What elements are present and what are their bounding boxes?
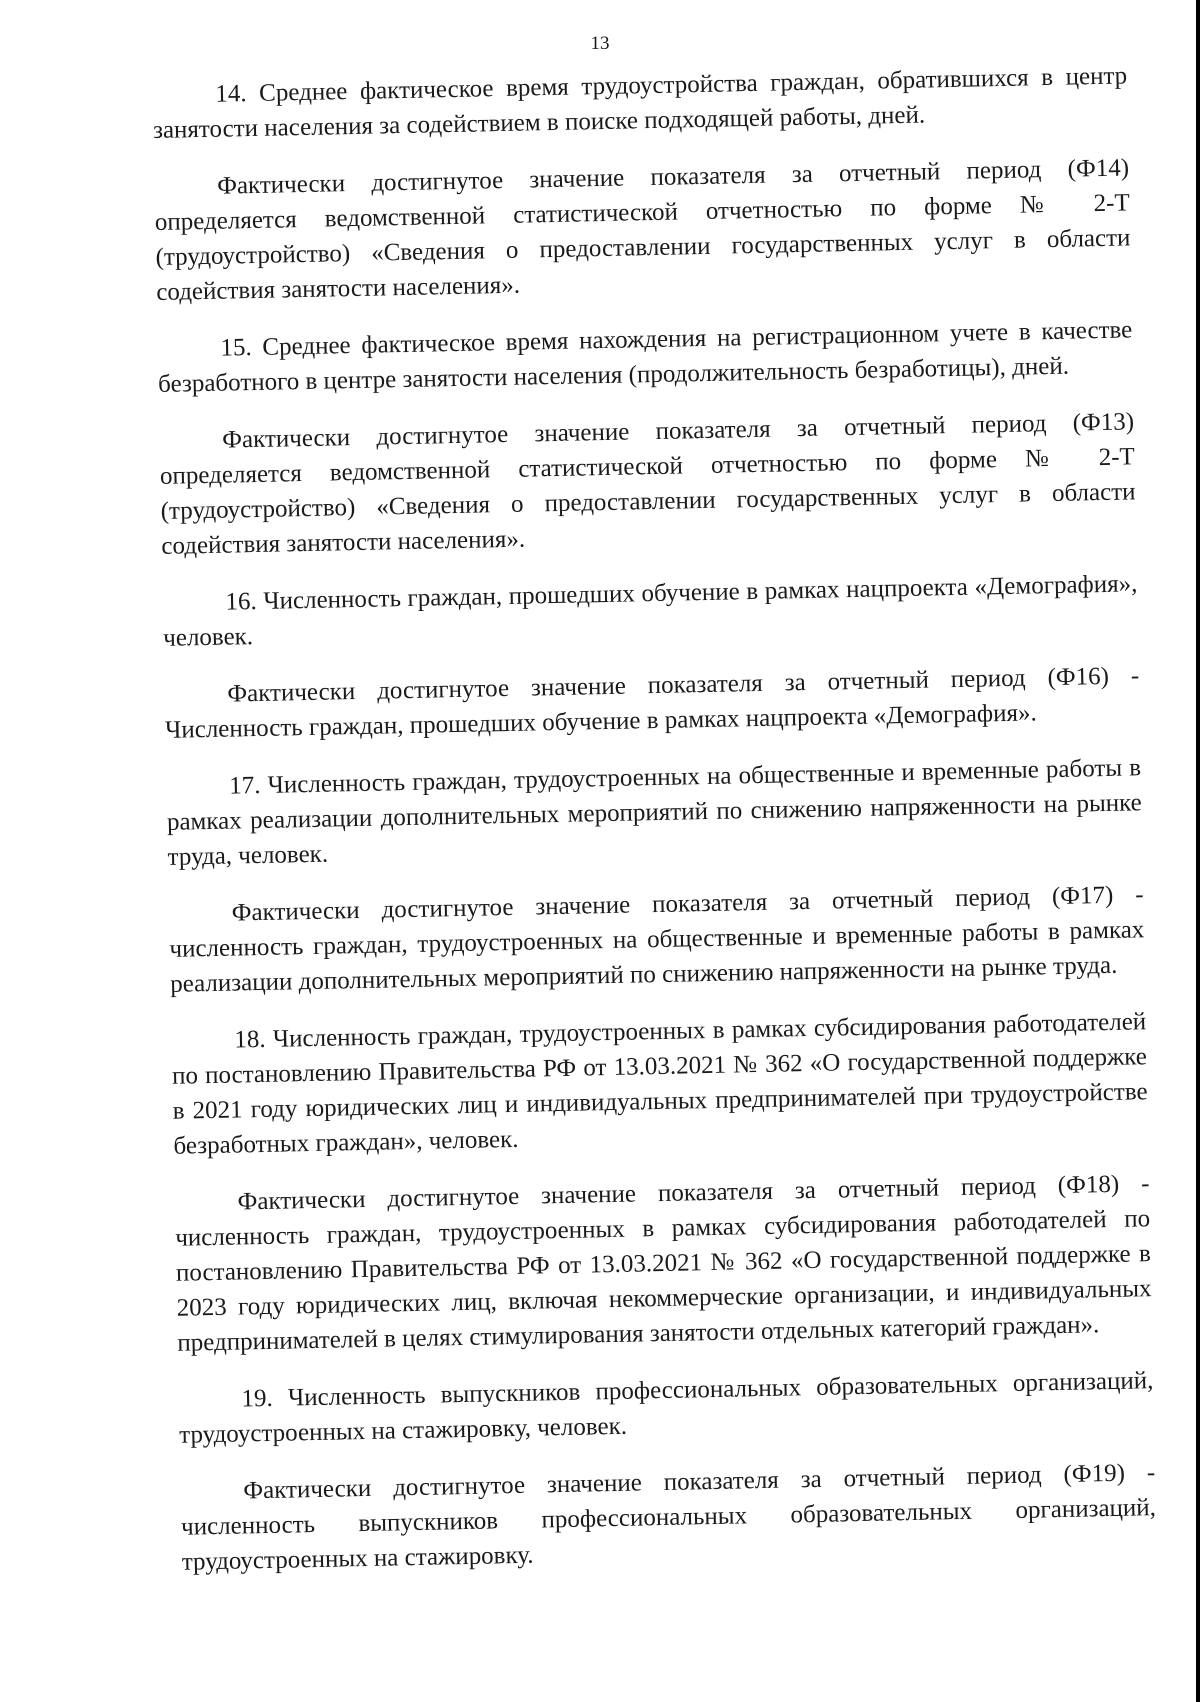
item-18-title: 18. Численность граждан, трудоустроенных в рамках субсидирования работодателей по постановлению Правительства РФ от 13.03.2021 № 362 «О государственной поддержке в 2021 году юридических лиц и индивидуальных предпринимателей при трудоустройстве безработных граждан», человек.: [171, 1008, 1148, 1160]
item-18-definition: Фактически достигнутое значение показателя за отчетный период (Ф18) - численность граждан, трудоустроенных в рамках субсидирования работодателей по постановлению Правительства РФ от 13.03.2021 № 362 «О государственной поддержке в 2023 году юридических лиц, включая некоммерческие организации, и индивидуальных предпринимателей в целях стимулирования занятости отдельных категорий граждан».: [175, 1170, 1152, 1357]
item-15-definition: Фактически достигнутое значение показателя за отчетный период (Ф13) определяется ведомственной статистической отчетностью по форме № 2-Т (трудоустройство) «Сведения о предоставлении государственных услуг в области содействия занятости населения».: [159, 408, 1136, 560]
item-16-definition: Фактически достигнутое значение показателя за отчетный период (Ф16) - Численность граждан, прошедших обучение в рамках нацпроекта «Демография».: [164, 662, 1140, 744]
item-15-title: 15. Среднее фактическое время нахождения на регистрационном учете в качестве безработного в центре занятости населения (продолжительность безработицы), дней.: [157, 316, 1133, 398]
item-16-title: 16. Численность граждан, прошедших обучение в рамках нацпроекта «Демография», человек.: [162, 570, 1138, 652]
item-14-definition: Фактически достигнутое значение показателя за отчетный период (Ф14) определяется ведомственной статистической отчетностью по форме № 2-Т (трудоустройство) «Сведения о предоставлении государственных услуг в области содействия занятости населения».: [154, 154, 1131, 306]
item-17-definition: Фактически достигнутое значение показателя за отчетный период (Ф17) - численность граждан, трудоустроенных на общественные и временные работы в рамках реализации дополнительных мероприятий по снижению напряженности на рынке труда.: [169, 881, 1145, 998]
item-19-title: 19. Численность выпускников профессиональных образовательных организаций, трудоустроенных на стажировку, человек.: [178, 1367, 1154, 1449]
scan-border: [1196, 0, 1200, 1702]
item-14-title: 14. Среднее фактическое время трудоустройства граждан, обратившихся в центр занятости населения за содействием в поиске подходящей работы, дней.: [152, 62, 1128, 144]
item-17-title: 17. Численность граждан, трудоустроенных на общественные и временные работы в рамках реализации дополнительных мероприятий по снижению напряженности на рынке труда, человек.: [166, 754, 1143, 871]
document-body: [152, 58, 1157, 1601]
page-number: 13: [590, 33, 610, 54]
item-19-definition: Фактически достигнутое значение показателя за отчетный период (Ф19) - численность выпускников профессиональных образовательных организаций, трудоустроенных на стажировку.: [180, 1459, 1157, 1576]
